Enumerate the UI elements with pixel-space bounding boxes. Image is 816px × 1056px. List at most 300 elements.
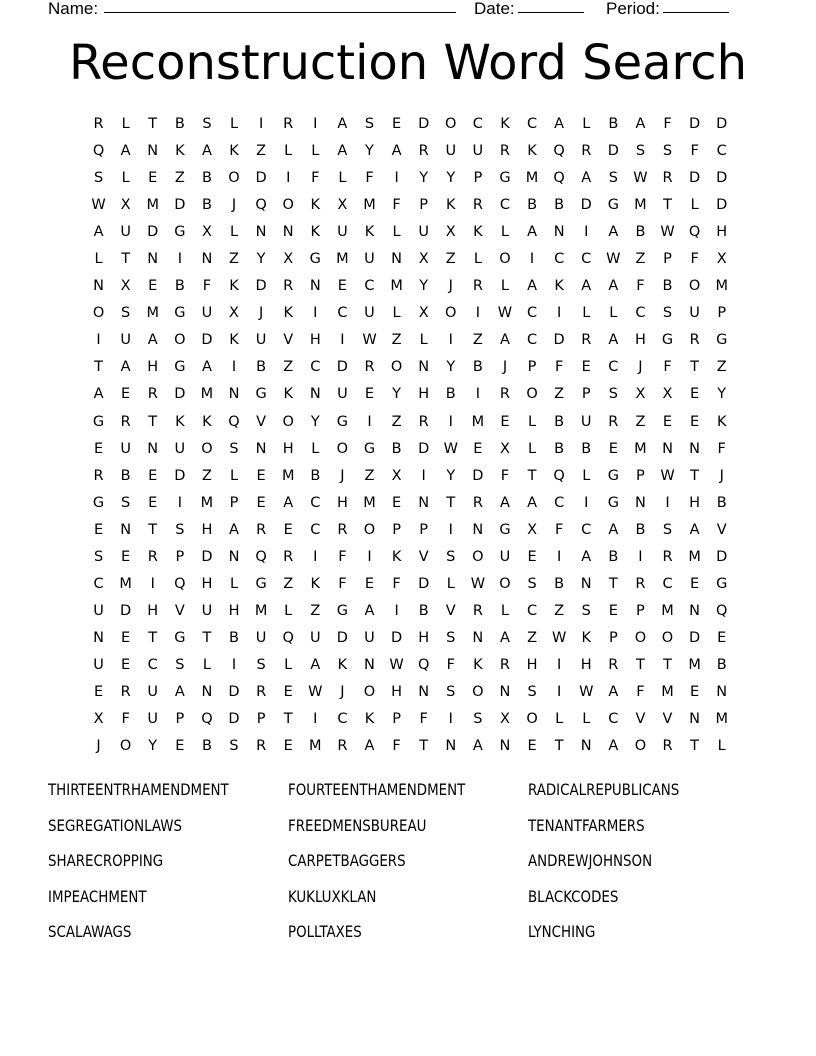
grid-letter: L	[528, 413, 537, 430]
grid-letter: U	[255, 629, 267, 646]
grid-letter: G	[174, 359, 186, 376]
grid-letter: C	[526, 332, 538, 349]
grid-row	[85, 328, 735, 355]
grid-letter: M	[634, 440, 647, 457]
grid-letter: F	[446, 656, 455, 673]
grid-letter: B	[635, 521, 646, 538]
grid-letter: E	[121, 629, 131, 646]
grid-letter: H	[147, 602, 159, 619]
grid-letter: P	[392, 521, 401, 538]
grid-letter: P	[717, 305, 727, 322]
grid-letter: L	[338, 170, 347, 187]
grid-letter: L	[582, 467, 591, 484]
grid-letter: B	[554, 413, 565, 430]
grid-letter: W	[389, 656, 404, 673]
grid-letter: L	[284, 143, 293, 160]
grid-letter: Q	[201, 711, 213, 728]
grid-letter: N	[418, 683, 430, 700]
grid-letter: F	[636, 683, 645, 700]
grid-row	[85, 491, 735, 518]
grid-letter: T	[94, 359, 103, 376]
date-field	[474, 0, 515, 21]
grid-letter: A	[364, 602, 375, 619]
grid-letter: R	[662, 738, 673, 755]
word-bank-item: RADICALREPUBLICANS	[528, 780, 680, 799]
grid-letter: M	[146, 305, 159, 322]
grid-letter: R	[283, 278, 294, 295]
grid-letter: Y	[717, 386, 727, 403]
grid-letter: O	[336, 440, 349, 457]
grid-letter: P	[419, 521, 429, 538]
grid-letter: N	[418, 494, 430, 511]
grid-letter: J	[340, 683, 345, 700]
grid-letter: F	[554, 521, 564, 538]
grid-letter: N	[147, 251, 159, 268]
grid-letter: W	[660, 467, 675, 484]
grid-letter: F	[419, 711, 428, 728]
grid-letter: D	[580, 197, 592, 214]
grid-letter: I	[177, 251, 182, 268]
grid-letter: G	[716, 575, 728, 592]
grid-letter: U	[201, 305, 213, 322]
grid-letter: I	[557, 305, 562, 322]
grid-letter: S	[662, 143, 673, 160]
name-label: Name:	[48, 0, 99, 18]
grid-letter: E	[690, 683, 700, 700]
word-bank-item: KUKLUXKLAN	[288, 886, 377, 906]
grid-letter: L	[311, 440, 320, 457]
grid-letter: Z	[256, 143, 267, 160]
grid-letter: Y	[419, 170, 429, 187]
grid-letter: T	[690, 738, 700, 755]
grid-letter: M	[309, 738, 322, 755]
grid-letter: Y	[446, 467, 456, 484]
grid-letter: L	[392, 224, 401, 241]
grid-letter: R	[256, 683, 267, 700]
grid-letter: R	[581, 332, 592, 349]
grid-letter: X	[229, 305, 239, 322]
grid-letter: B	[716, 494, 727, 511]
word-bank-item: SEGREGATIONLAWS	[48, 815, 183, 835]
grid-letter: T	[690, 467, 700, 484]
grid-letter: Z	[201, 467, 212, 484]
grid-letter: W	[551, 629, 567, 646]
grid-letter: N	[93, 629, 104, 646]
grid-letter: B	[120, 467, 131, 484]
grid-letter: Z	[364, 467, 375, 484]
grid-letter: F	[392, 575, 401, 592]
grid-letter: Z	[554, 602, 565, 619]
grid-letter: I	[448, 711, 453, 728]
grid-letter: D	[336, 359, 348, 376]
grid-letter: R	[147, 386, 158, 403]
grid-letter: X	[499, 440, 510, 457]
grid-letter: C	[337, 305, 348, 322]
grid-letter: A	[608, 278, 619, 295]
grid-letter: D	[174, 197, 186, 214]
grid-letter: K	[283, 305, 293, 322]
grid-letter: H	[418, 386, 430, 403]
grid-letter: H	[309, 332, 321, 349]
grid-letter: A	[499, 332, 510, 349]
grid-letter: N	[147, 143, 159, 160]
grid-letter: H	[201, 521, 213, 538]
grid-letter: N	[689, 602, 701, 619]
grid-letter: Z	[310, 602, 321, 619]
grid-letter: E	[527, 738, 537, 755]
grid-letter: U	[364, 251, 375, 268]
grid-letter: R	[472, 494, 483, 511]
grid-letter: E	[690, 575, 700, 592]
grid-letter: L	[717, 738, 726, 755]
grid-letter: M	[525, 170, 539, 187]
grid-letter: C	[472, 116, 483, 132]
grid-letter: H	[689, 494, 701, 511]
grid-letter: Z	[527, 629, 538, 646]
grid-letter: Y	[365, 143, 374, 160]
grid-letter: U	[337, 224, 348, 241]
grid-letter: J	[448, 278, 453, 295]
grid-letter: F	[636, 278, 645, 295]
grid-letter: M	[363, 494, 376, 511]
grid-letter: M	[634, 197, 647, 214]
grid-letter: K	[500, 116, 510, 132]
grid-letter: C	[147, 656, 158, 673]
grid-letter: Z	[174, 170, 185, 187]
grid-letter: K	[527, 143, 537, 160]
grid-letter: M	[661, 602, 674, 619]
grid-row	[85, 437, 735, 464]
grid-letter: R	[337, 738, 348, 755]
grid-letter: C	[662, 575, 673, 592]
grid-letter: L	[229, 575, 239, 592]
grid-letter: N	[201, 251, 213, 268]
grid-letter: I	[584, 224, 589, 241]
grid-letter: A	[527, 278, 537, 295]
grid-letter: N	[472, 629, 484, 646]
grid-letter: H	[580, 656, 592, 673]
grid-letter: I	[313, 711, 318, 728]
grid-letter: C	[526, 602, 538, 619]
grid-letter: B	[662, 278, 673, 295]
grid-letter: K	[337, 656, 348, 673]
grid-row	[85, 410, 735, 437]
grid-letter: G	[174, 224, 186, 241]
grid-letter: C	[364, 278, 375, 295]
grid-letter: M	[688, 656, 701, 673]
grid-letter: I	[367, 413, 372, 430]
grid-letter: J	[719, 467, 724, 484]
grid-letter: I	[96, 332, 101, 349]
grid-letter: E	[608, 440, 618, 457]
grid-letter: K	[716, 413, 727, 430]
grid-letter: I	[340, 332, 345, 349]
grid-letter: C	[608, 711, 619, 728]
grid-row	[85, 301, 735, 328]
word-bank-item: CARPETBAGGERS	[288, 851, 406, 870]
grid-letter: Z	[391, 413, 402, 430]
grid-letter: R	[256, 521, 267, 538]
word-bank-item: SCALAWAGS	[48, 922, 132, 941]
grid-row	[85, 572, 735, 599]
grid-letter: B	[201, 738, 212, 755]
grid-letter: R	[364, 359, 375, 376]
grid-letter: C	[310, 494, 321, 511]
grid-letter: S	[608, 386, 618, 403]
grid-letter: H	[391, 683, 403, 700]
grid-letter: O	[363, 521, 376, 538]
grid-letter: Q	[174, 575, 186, 592]
grid-letter: U	[174, 440, 186, 457]
grid-row	[85, 464, 735, 491]
grid-letter: D	[689, 116, 701, 132]
grid-letter: A	[472, 738, 483, 755]
grid-letter: N	[255, 224, 267, 241]
word-bank-item: ANDREWJOHNSON	[528, 851, 653, 870]
grid-letter: D	[174, 386, 186, 403]
grid-letter: G	[174, 305, 186, 322]
grid-letter: B	[201, 170, 212, 187]
grid-letter: T	[554, 738, 564, 755]
grid-letter: U	[418, 224, 429, 241]
grid-letter: L	[94, 251, 103, 268]
grid-letter: L	[582, 711, 591, 728]
grid-letter: S	[202, 116, 212, 132]
grid-letter: D	[553, 332, 565, 349]
grid-letter: R	[472, 278, 483, 295]
grid-letter: C	[608, 359, 619, 376]
grid-letter: J	[258, 305, 264, 322]
grid-letter: I	[448, 332, 453, 349]
grid-letter: S	[175, 656, 185, 673]
grid-letter: R	[418, 413, 429, 430]
grid-row	[85, 274, 735, 301]
grid-letter: L	[473, 251, 482, 268]
grid-letter: R	[662, 548, 673, 565]
grid-letter: A	[635, 116, 646, 132]
grid-letter: I	[313, 305, 318, 322]
period-field	[606, 0, 660, 21]
date-label: Date:	[474, 0, 515, 18]
grid-letter: B	[581, 440, 592, 457]
grid-letter: G	[661, 332, 674, 349]
grid-letter: C	[337, 711, 348, 728]
grid-letter: E	[148, 494, 158, 511]
name-blank-line	[104, 0, 456, 13]
grid-letter: U	[337, 386, 348, 403]
grid-letter: V	[635, 711, 646, 728]
grid-letter: I	[150, 575, 155, 592]
grid-letter: I	[394, 170, 399, 187]
grid-letter: O	[282, 413, 294, 430]
grid-letter: W	[579, 683, 594, 700]
worksheet-header	[48, 0, 748, 21]
word-bank-item: SHARECROPPING	[48, 851, 164, 870]
grid-letter: B	[554, 197, 565, 214]
grid-letter: O	[363, 683, 376, 700]
grid-letter: O	[499, 251, 511, 268]
grid-letter: M	[688, 548, 701, 565]
grid-letter: D	[228, 683, 240, 700]
grid-letter: U	[93, 656, 104, 673]
grid-letter: Y	[446, 170, 456, 187]
grid-letter: R	[635, 575, 646, 592]
grid-letter: M	[336, 251, 349, 268]
grid-letter: Z	[554, 386, 565, 403]
grid-letter: E	[283, 683, 293, 700]
grid-letter: I	[475, 305, 480, 322]
grid-letter: A	[499, 494, 510, 511]
grid-letter: O	[688, 278, 701, 295]
word-bank-item: BLACKCODES	[528, 886, 619, 906]
grid-letter: G	[255, 386, 267, 403]
grid-letter: K	[283, 386, 293, 403]
grid-letter: I	[557, 548, 562, 565]
grid-letter: N	[391, 251, 402, 268]
grid-letter: K	[446, 197, 456, 214]
grid-letter: H	[282, 440, 294, 457]
grid-letter: F	[121, 711, 130, 728]
grid-letter: M	[390, 278, 403, 295]
grid-letter: I	[557, 656, 562, 673]
grid-letter: D	[689, 170, 701, 187]
grid-letter: R	[472, 602, 483, 619]
grid-letter: E	[608, 602, 618, 619]
grid-letter: N	[445, 738, 457, 755]
grid-letter: N	[228, 548, 240, 565]
grid-letter: T	[121, 251, 131, 268]
grid-letter: N	[93, 278, 104, 295]
grid-letter: F	[392, 197, 401, 214]
grid-letter: O	[445, 305, 457, 322]
grid-letter: I	[231, 359, 237, 376]
grid-letter: B	[554, 440, 565, 457]
grid-letter: A	[608, 224, 619, 241]
grid-letter: R	[256, 738, 267, 755]
grid-letter: R	[93, 116, 104, 132]
grid-letter: O	[526, 386, 538, 403]
grid-letter: D	[201, 332, 213, 349]
grid-letter: T	[419, 738, 429, 755]
grid-letter: W	[470, 575, 486, 592]
grid-row	[85, 112, 735, 139]
grid-letter: A	[499, 629, 510, 646]
grid-letter: K	[229, 278, 239, 295]
grid-letter: M	[715, 278, 728, 295]
grid-letter: L	[121, 116, 130, 132]
grid-letter: P	[608, 629, 618, 646]
grid-letter: E	[364, 386, 375, 403]
grid-letter: S	[93, 170, 104, 187]
word-bank-item: IMPEACHMENT	[48, 886, 147, 906]
grid-letter: L	[229, 467, 239, 484]
grid-letter: X	[635, 386, 646, 403]
grid-letter: S	[608, 170, 618, 187]
grid-letter: M	[363, 197, 376, 214]
grid-letter: B	[554, 575, 565, 592]
grid-letter: Z	[283, 359, 294, 376]
grid-letter: J	[340, 467, 345, 484]
grid-letter: Q	[255, 548, 267, 565]
grid-letter: Y	[148, 738, 158, 755]
grid-letter: S	[527, 575, 537, 592]
grid-letter: I	[475, 386, 480, 403]
grid-letter: G	[336, 413, 349, 430]
grid-letter: I	[313, 116, 318, 132]
grid-letter: E	[148, 170, 158, 187]
grid-letter: O	[92, 305, 105, 322]
grid-letter: D	[418, 575, 430, 592]
grid-letter: F	[690, 143, 699, 160]
grid-letter: X	[445, 224, 456, 241]
grid-letter: H	[201, 575, 213, 592]
grid-letter: G	[607, 467, 619, 484]
grid-letter: A	[310, 656, 321, 673]
grid-letter: I	[258, 116, 264, 132]
grid-letter: N	[309, 278, 321, 295]
grid-letter: A	[608, 521, 619, 538]
grid-letter: Y	[256, 251, 266, 268]
grid-letter: N	[282, 224, 294, 241]
grid-letter: K	[473, 656, 483, 673]
grid-letter: A	[581, 278, 592, 295]
grid-letter: D	[418, 440, 430, 457]
grid-letter: S	[256, 656, 266, 673]
grid-letter: P	[636, 467, 645, 484]
grid-letter: P	[419, 197, 429, 214]
grid-letter: E	[337, 278, 347, 295]
word-bank-item: LYNCHING	[528, 922, 596, 941]
grid-letter: A	[554, 116, 565, 132]
grid-letter: Q	[553, 467, 565, 484]
grid-letter: A	[229, 521, 239, 538]
grid-letter: K	[473, 224, 483, 241]
grid-letter: E	[391, 116, 402, 132]
grid-letter: M	[715, 711, 728, 728]
grid-letter: T	[148, 116, 158, 132]
grid-letter: A	[527, 224, 537, 241]
grid-letter: N	[120, 521, 132, 538]
grid-letter: L	[311, 143, 320, 160]
grid-row	[85, 193, 735, 220]
grid-letter: A	[608, 332, 619, 349]
grid-letter: B	[256, 359, 267, 376]
grid-letter: E	[690, 413, 700, 430]
grid-letter: K	[310, 575, 321, 592]
grid-letter: H	[716, 224, 728, 241]
grid-letter: O	[228, 170, 240, 187]
grid-letter: T	[635, 656, 645, 673]
grid-letter: L	[555, 711, 564, 728]
grid-letter: R	[120, 413, 131, 430]
grid-letter: M	[254, 602, 268, 619]
grid-letter: C	[716, 143, 727, 160]
grid-letter: Q	[228, 413, 240, 430]
grid-letter: R	[689, 332, 700, 349]
grid-letter: J	[638, 359, 643, 376]
period-blank-line	[663, 0, 729, 13]
grid-letter: E	[690, 386, 700, 403]
grid-row	[85, 599, 735, 626]
grid-row	[85, 166, 735, 193]
grid-letter: S	[662, 521, 673, 538]
grid-letter: S	[446, 548, 456, 565]
grid-letter: X	[120, 197, 131, 214]
grid-letter: R	[93, 467, 104, 484]
grid-letter: Q	[715, 602, 728, 619]
grid-letter: B	[635, 224, 646, 241]
grid-letter: A	[174, 683, 185, 700]
